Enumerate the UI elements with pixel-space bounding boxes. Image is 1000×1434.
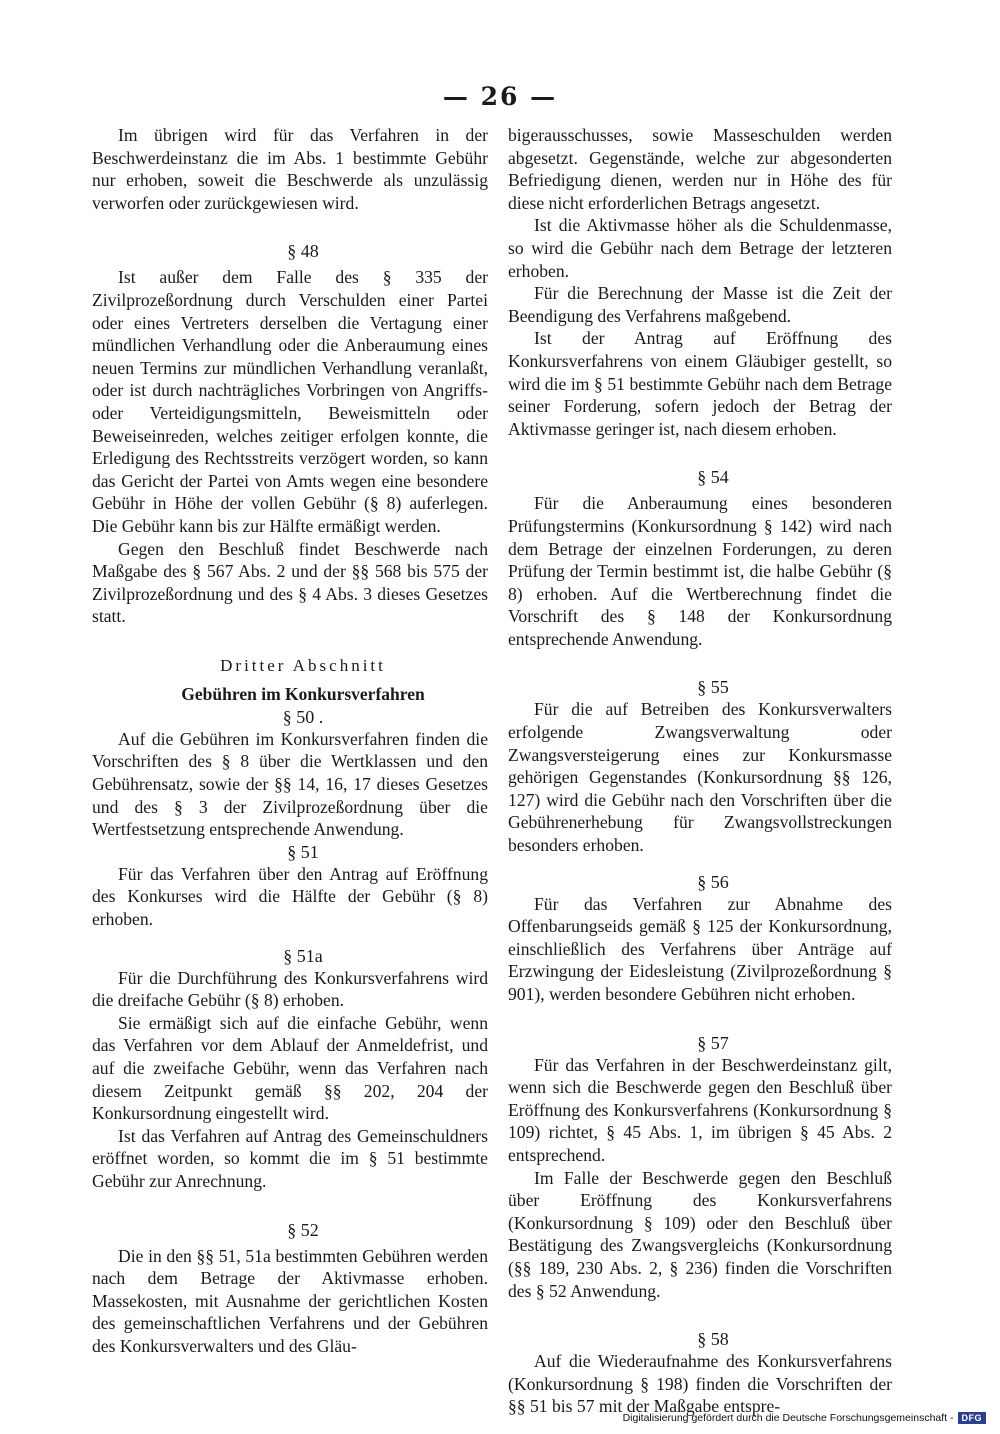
chapter-subtitle: Gebühren im Konkursverfahren bbox=[181, 683, 425, 704]
section-57-paragraph-1: Für das Verfahren in der Beschwerdeinstanz gilt, wenn sich die Beschwerde gegen den Beschluß über Eröffnung des Konkursverfahrens (Konkursordnung § 109) richtet, § 45 Abs. 1, im übrigen § 45 Abs. 2 entsprechend. bbox=[508, 1054, 892, 1165]
section-57-heading: § 57 bbox=[697, 1032, 729, 1053]
section-57-paragraph-2: Im Falle der Beschwerde gegen den Beschluß über Eröffnung des Konkursverfahrens (Konkursordnung § 109) oder den Beschluß über Bestätigung des Zwangsvergleichs (Konkursordnung (§§ 189, 230 Abs. 2, § 236) finden die Vorschriften des § 52 Anwendung. bbox=[508, 1167, 892, 1301]
section-52-continued-paragraph-2: Ist die Aktivmasse höher als die Schuldenmasse, so wird die Gebühr nach dem Betrage der letzteren erhoben. bbox=[508, 215, 892, 281]
section-51-heading: § 51 bbox=[287, 841, 319, 862]
section-52-continued-paragraph-4: Ist der Antrag auf Eröffnung des Konkursverfahrens von einem Gläubiger gestellt, so wird die im § 51 bestimmte Gebühr nach dem Betrage seiner Forderung, sofern jedoch der Betrag der Aktivmasse geringer ist, nach diesem erhoben. bbox=[508, 328, 892, 439]
section-51a-paragraph-3: Ist das Verfahren auf Antrag des Gemeinschuldners eröffnet worden, so kommt die im § 51 bestimmte Gebühr zur Anrechnung. bbox=[92, 1125, 488, 1191]
left-column bbox=[92, 124, 488, 1358]
section-56-paragraph-1: Für das Verfahren zur Abnahme des Offenbarungseids gemäß § 125 der Konkursordnung, einschließlich des Verfahrens über Anträge auf Erzwingung der Eidesleistung (Zivilprozeßordnung § 901), werden besondere Gebühren nicht erhoben. bbox=[508, 893, 892, 1004]
section-56-heading: § 56 bbox=[697, 871, 729, 892]
page-number: — 26 — bbox=[442, 82, 558, 111]
section-51a-paragraph-2: Sie ermäßigt sich auf die einfache Gebühr, wenn das Verfahren vor dem Ablauf der Anmeldefrist, und auf die zweifache Gebühr, wenn das Verfahren nach diesem Zeitpunkt gemäß §§ 202, 204 der Konkursordnung eingestellt wird. bbox=[92, 1012, 488, 1124]
section-48-paragraph-2: Gegen den Beschluß findet Beschwerde nach Maßgabe des § 567 Abs. 2 und der §§ 568 bis 575 der Zivilprozeßordnung und des § 4 Abs. 3 dieses Gesetzes statt. bbox=[92, 538, 488, 627]
section-54-paragraph-1: Für die Anberaumung eines besonderen Prüfungstermins (Konkursordnung § 142) wird nach dem Betrage der einzelnen Forderungen, zu deren Prüfung der Termin bestimmt ist, die halbe Gebühr (§ 8) erhoben. Auf die Wertberechnung findet die Vorschrift des § 148 der Konkursordnung entsprechende Anwendung. bbox=[508, 493, 892, 649]
right-column bbox=[508, 124, 892, 1418]
section-52-heading: § 52 bbox=[287, 1219, 319, 1240]
dfg-logo: DFG bbox=[958, 1412, 987, 1424]
section-55-paragraph-1: Für die auf Betreiben des Konkursverwalters erfolgende Zwangsverwaltung oder Zwangsversteigerung eines zur Konkursmasse gehörigen Gegenstandes (Konkursordnung §§ 126, 127) wird die Gebühr nach den Vorschriften über die Gebührenerhebung für Zwangsvollstreckungen besonders erhoben. bbox=[508, 699, 892, 856]
section-50-paragraph-1: Auf die Gebühren im Konkursverfahren finden die Vorschriften des § 8 über die Wertklassen und den Gebührensatz, sowie der §§ 14, 16, 17 dieses Gesetzes und des § 3 der Zivilprozeßordnung über die Wertfestsetzung entsprechende Anwendung. bbox=[92, 728, 488, 840]
section-54-heading: § 54 bbox=[697, 467, 729, 488]
section-52-continued-paragraph-1: bigerausschusses, sowie Masseschulden werden abgesetzt. Gegenstände, welche zur abgesonderten Befriedigung dienen, werden nur in Höhe des für diese nicht erforderlichen Betrags angesetzt. bbox=[508, 125, 892, 213]
chapter-title: Dritter Abschnitt bbox=[220, 655, 386, 675]
footer-credit-text: Digitalisierung gefördert durch die Deutsche Forschungsgemeinschaft - bbox=[622, 1412, 954, 1424]
section-48-heading: § 48 bbox=[287, 241, 319, 262]
section-51-paragraph-1: Für das Verfahren über den Antrag auf Eröffnung des Konkurses wird die Hälfte der Gebühr (§ 8) erhoben. bbox=[92, 863, 488, 930]
section-55-heading: § 55 bbox=[697, 677, 729, 698]
section-58-paragraph-1: Auf die Wiederaufnahme des Konkursverfahrens (Konkursordnung § 198) finden die Vorschriften der §§ 51 bis 57 mit der Maßgabe entspre- bbox=[508, 1351, 892, 1417]
section-52-paragraph-1: Die in den §§ 51, 51a bestimmten Gebühren werden nach dem Betrage der Aktivmasse erhoben. Massekosten, mit Ausnahme der gerichtlichen Kosten des gemeinschaftlichen Verfahrens und der Gebühren des Konkursverwalters und des Gläu- bbox=[92, 1245, 488, 1356]
section-51a-paragraph-1: Für die Durchführung des Konkursverfahrens wird die dreifache Gebühr (§ 8) erhoben. bbox=[92, 967, 488, 1011]
digitization-footer bbox=[623, 1412, 986, 1424]
section-51a-heading: § 51a bbox=[283, 945, 323, 966]
section-52-continued-paragraph-3: Für die Berechnung der Masse ist die Zeit der Beendigung des Verfahrens maßgebend. bbox=[508, 283, 892, 326]
section-58-heading: § 58 bbox=[697, 1329, 729, 1350]
intro-paragraph: Im übrigen wird für das Verfahren in der Beschwerdeinstanz die im Abs. 1 bestimmte Gebühr nur erhoben, soweit die Beschwerde als unzulässig verworfen oder zurückgewiesen wird. bbox=[92, 125, 488, 213]
section-48-paragraph-1: Ist außer dem Falle des § 335 der Zivilprozeßordnung durch Verschulden einer Partei oder eines Vertreters derselben die Vertagung einer mündlichen Verhandlung oder die Anberaumung eines neuen Termins zur mündlichen Verhandlung veranlaßt, oder ist durch nachträgliches Vorbringen von Angriffs- oder Verteidigungsmitteln, Beweismitteln oder Beweiseinreden, welches zeitiger erfolgen konnte, die Erledigung des Rechtsstreits verzögert worden, so kann das Gericht der Partei von Amts wegen eine besondere Gebühr in Höhe der vollen Gebühr (§ 8) auferlegen. Die Gebühr kann bis zur Hälfte ermäßigt werden. bbox=[92, 267, 488, 536]
section-50-heading: § 50 . bbox=[282, 706, 324, 727]
